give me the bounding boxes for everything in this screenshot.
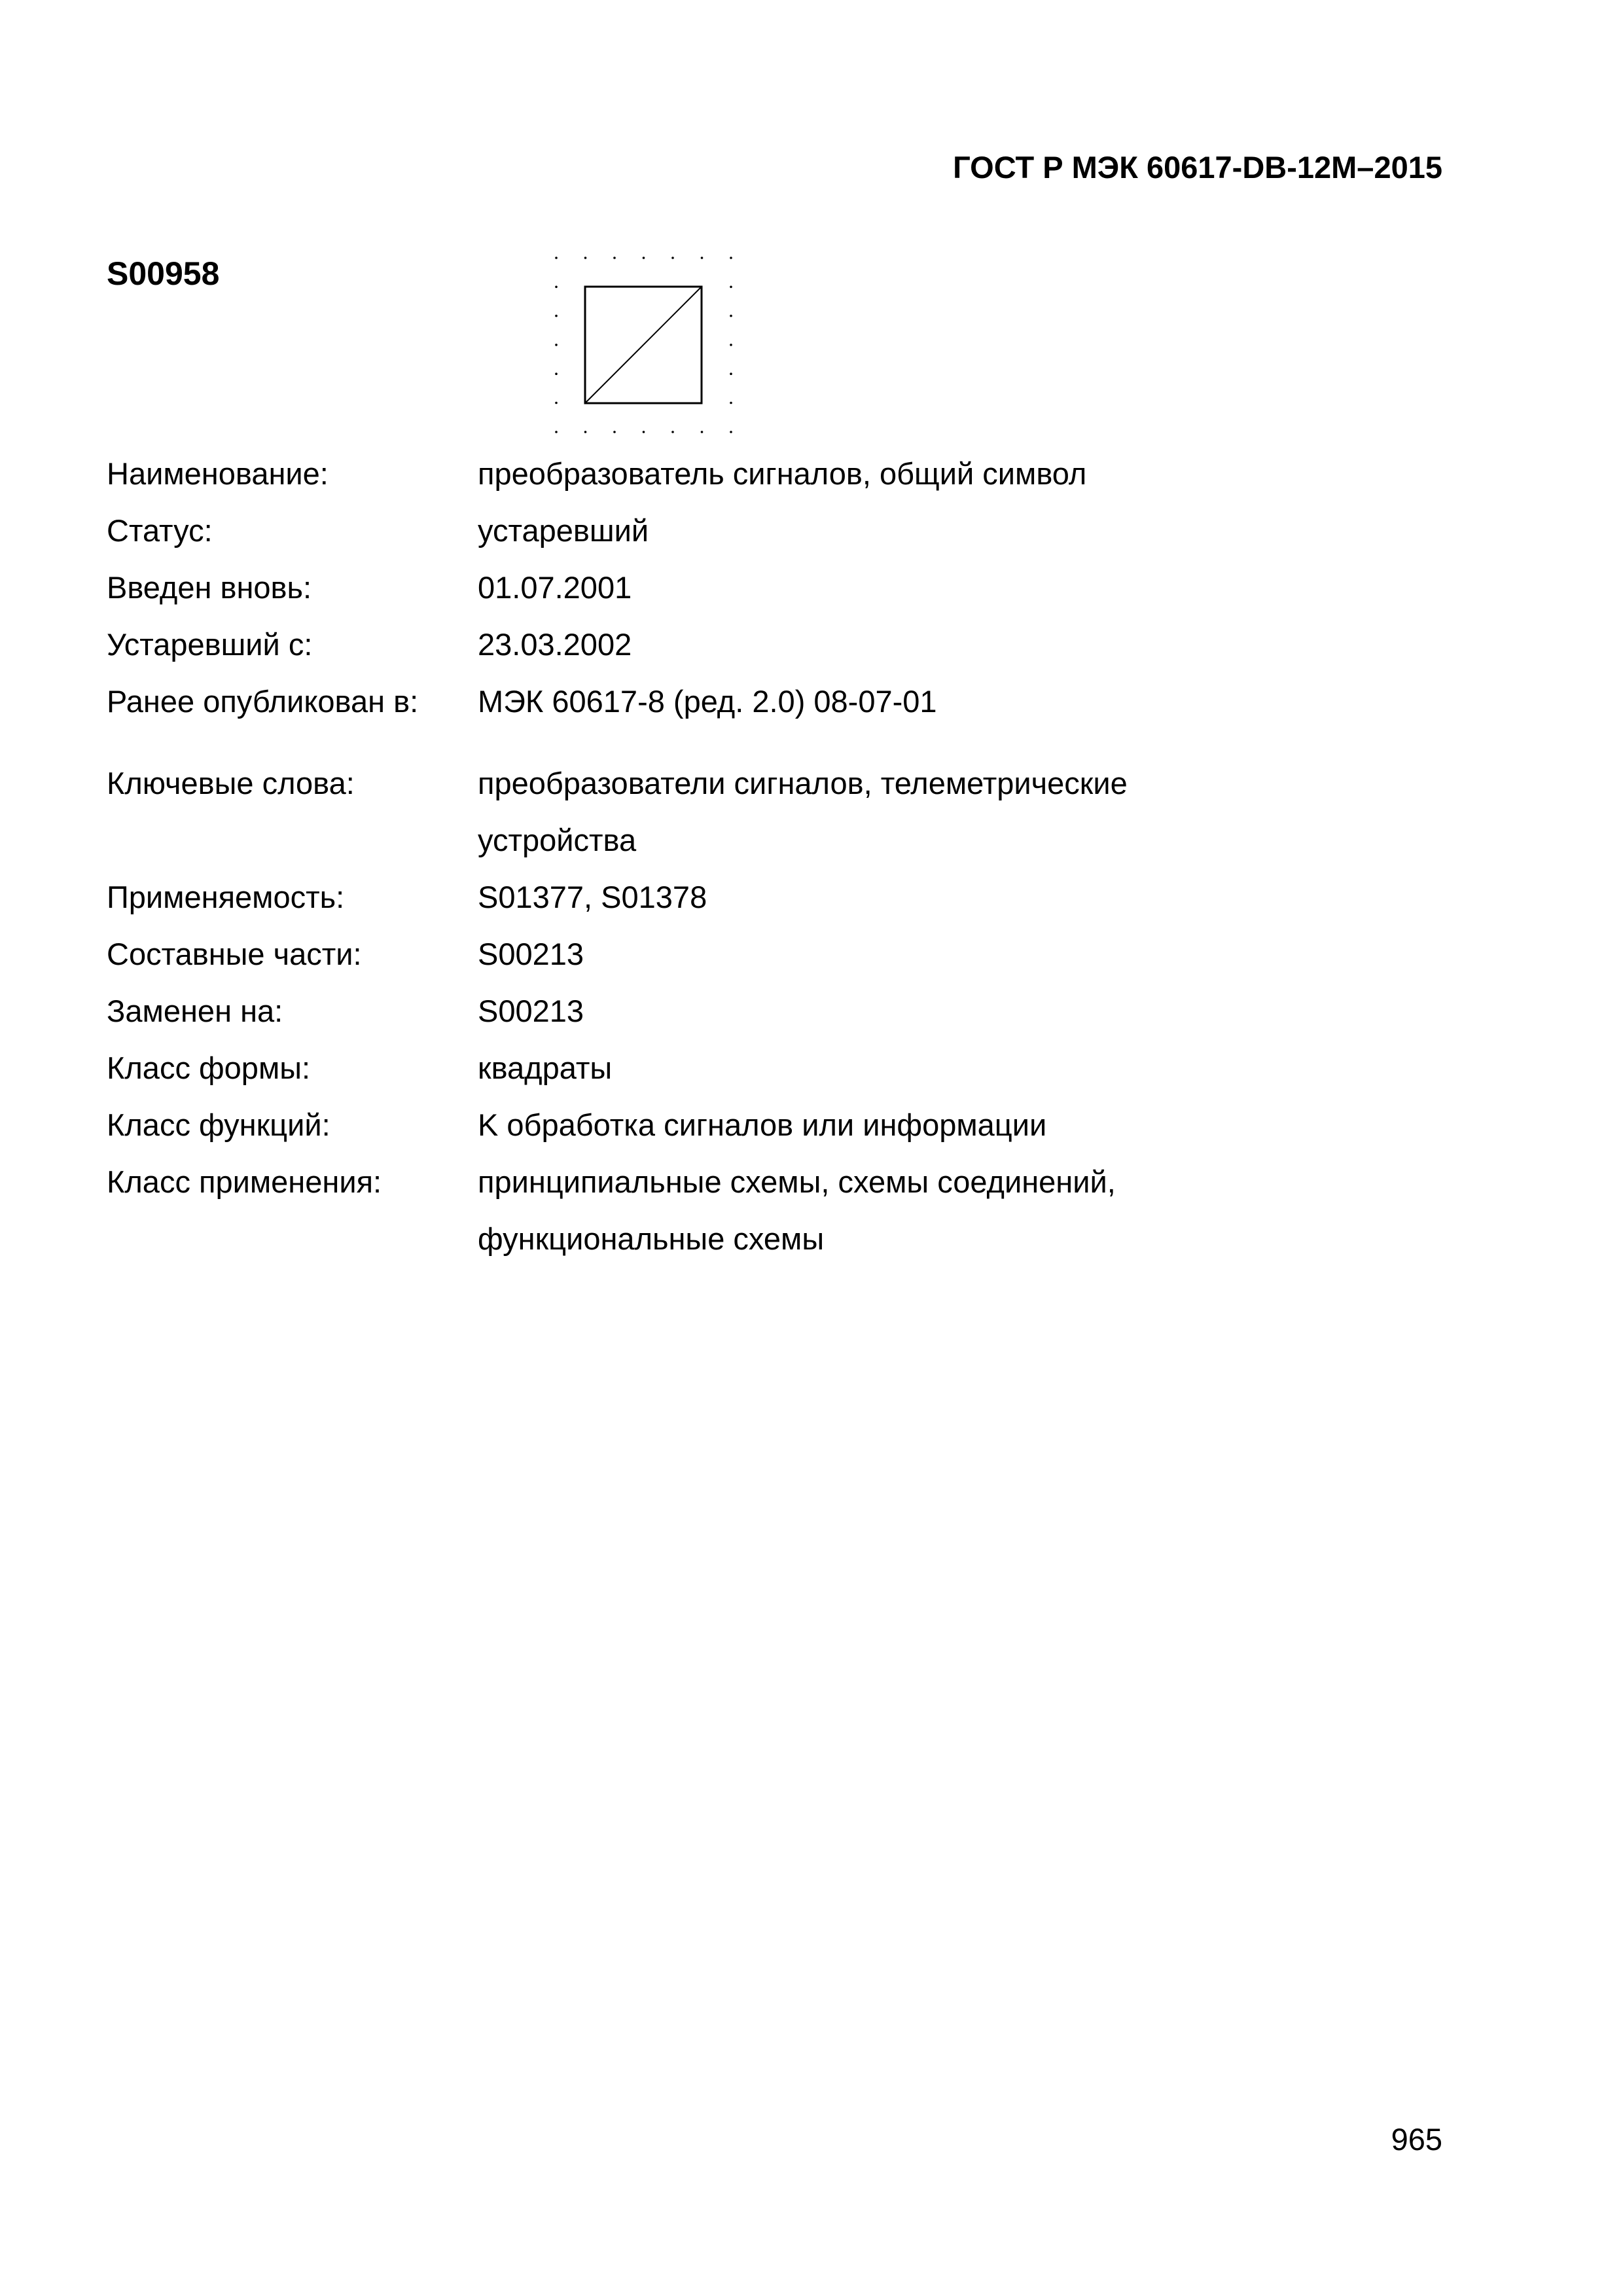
- property-value-line: 23.03.2002: [478, 627, 632, 662]
- grid-dot: [643, 431, 645, 433]
- property-value: [478, 616, 1416, 673]
- grid-dot: [555, 402, 558, 404]
- grid-dot: [555, 431, 558, 433]
- property-label: Наименование:: [107, 456, 329, 491]
- property-label: Класс применения:: [107, 1164, 382, 1199]
- property-value-line: устаревший: [478, 513, 649, 548]
- property-value: [478, 1153, 1416, 1267]
- property-row: [107, 673, 1416, 730]
- property-value: [478, 755, 1416, 869]
- property-value-line: принципиальные схемы, схемы соединений,: [478, 1164, 1116, 1199]
- property-value-line: 01.07.2001: [478, 570, 632, 605]
- grid-dot: [730, 372, 732, 375]
- property-label: Введен вновь:: [107, 570, 312, 605]
- property-row: [107, 559, 1416, 616]
- grid-dot: [730, 431, 732, 433]
- property-value: [478, 1096, 1416, 1153]
- property-label: Заменен на:: [107, 994, 283, 1028]
- property-value-line: МЭК 60617-8 (ред. 2.0) 08-07-01: [478, 684, 937, 719]
- grid-dot: [730, 344, 732, 346]
- property-label: Составные части:: [107, 937, 362, 971]
- property-row: [107, 1096, 1416, 1153]
- property-row: [107, 982, 1416, 1039]
- property-row: [107, 1153, 1416, 1267]
- grid-dot: [555, 315, 558, 317]
- property-value-line: квадраты: [478, 1050, 613, 1085]
- grid-dot: [613, 257, 616, 259]
- standard-designation: ГОСТ Р МЭК 60617-DB-12M–2015: [953, 150, 1442, 185]
- property-row: [107, 869, 1416, 925]
- property-value: [478, 502, 1416, 559]
- grid-dot: [730, 315, 732, 317]
- grid-dot: [584, 431, 587, 433]
- property-row: [107, 925, 1416, 982]
- property-row: [107, 755, 1416, 869]
- symbol-id: S00958: [107, 255, 220, 292]
- grid-dot: [584, 257, 587, 259]
- property-value-line: S00213: [478, 994, 584, 1028]
- grid-dot: [555, 372, 558, 375]
- page-number: 965: [1391, 2122, 1442, 2157]
- property-value-line: S01377, S01378: [478, 880, 707, 914]
- grid-dot: [613, 431, 616, 433]
- property-value-line: устройства: [478, 823, 637, 857]
- property-value-line: преобразователи сигналов, телеметрические: [478, 766, 1128, 800]
- property-value-line: преобразователь сигналов, общий символ: [478, 456, 1087, 491]
- property-label: Применяемость:: [107, 880, 345, 914]
- grid-dot: [671, 431, 674, 433]
- property-label: Класс формы:: [107, 1050, 311, 1085]
- property-label: Ключевые слова:: [107, 766, 355, 800]
- grid-dot: [671, 257, 674, 259]
- property-label: Класс функций:: [107, 1107, 330, 1142]
- grid-dot: [730, 286, 732, 289]
- property-label: Ранее опубликован в:: [107, 684, 419, 719]
- property-value-line: функциональные схемы: [478, 1221, 825, 1256]
- property-value-line: S00213: [478, 937, 584, 971]
- property-value: [478, 1039, 1416, 1096]
- grid-dot: [555, 286, 558, 289]
- grid-dot: [730, 257, 732, 259]
- property-value: [478, 445, 1416, 502]
- grid-dot: [701, 257, 704, 259]
- property-row: [107, 445, 1416, 502]
- property-label: Статус:: [107, 513, 213, 548]
- grid-dot: [643, 257, 645, 259]
- property-value: [478, 673, 1416, 730]
- property-row: [107, 502, 1416, 559]
- square-with-diagonal-symbol-icon: [543, 249, 740, 439]
- property-value: [478, 559, 1416, 616]
- symbol-diagonal: [585, 287, 702, 403]
- property-value-line: K обработка сигналов или информации: [478, 1107, 1047, 1142]
- grid-dot: [701, 431, 704, 433]
- grid-dot: [555, 257, 558, 259]
- symbol-properties: [107, 445, 1416, 1267]
- property-value: [478, 925, 1416, 982]
- property-row: [107, 616, 1416, 673]
- grid-dot: [730, 402, 732, 404]
- property-row: [107, 1039, 1416, 1096]
- property-value: [478, 982, 1416, 1039]
- property-label: Устаревший с:: [107, 627, 313, 662]
- property-value: [478, 869, 1416, 925]
- grid-dot: [555, 344, 558, 346]
